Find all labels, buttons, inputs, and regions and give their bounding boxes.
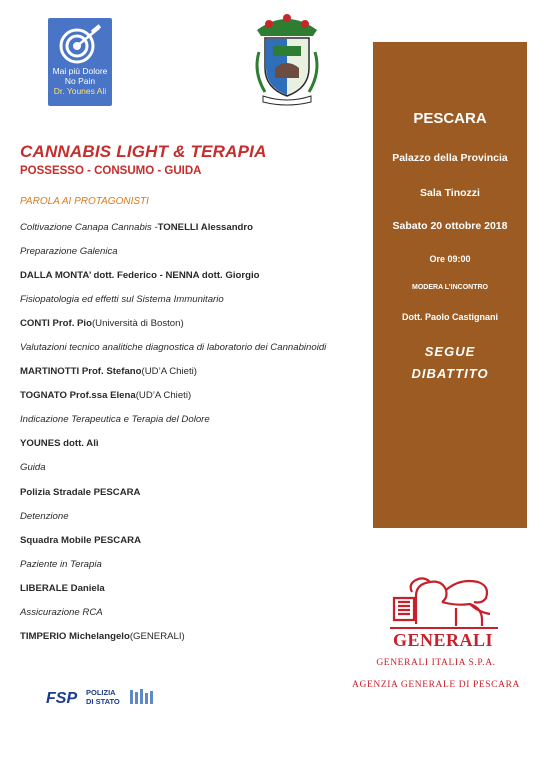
event-time: Ore 09:00 (429, 254, 471, 264)
topic: Coltivazione Canapa Cannabis - (20, 221, 158, 233)
event-date: Sabato 20 ottobre 2018 (392, 220, 508, 232)
program-row (20, 287, 360, 311)
logo-line-1: Mai più Dolore (52, 66, 108, 76)
program-row (20, 601, 360, 625)
generali-company: GENERALI ITALIA S.P.A. (376, 658, 496, 668)
affiliation: (GENERALI) (129, 631, 185, 643)
speaker: LIBERALE Daniela (20, 582, 105, 594)
follow-line-2: DIBATTITO (411, 366, 489, 381)
speaker: TIMPERIO Michelangelo (20, 631, 130, 643)
topic: Indicazione Terapeutica e Terapia del Dolore (20, 414, 210, 426)
topic: Guida (20, 462, 46, 474)
topic: Fisiopatologia ed effetti sul Sistema Immunitario (20, 293, 224, 305)
fsp-text-2: DI STATO (86, 697, 120, 706)
affiliation: (UD’A Chieti) (141, 366, 197, 378)
program-row (20, 456, 360, 480)
coat-of-arms-icon (251, 12, 323, 108)
target-icon (57, 24, 103, 64)
follow-line-1: SEGUE (424, 344, 476, 359)
program-row (20, 384, 360, 408)
program-row (20, 528, 360, 552)
moderator-name: Dott. Paolo Castignani (401, 312, 498, 322)
event-room: Sala Tinozzi (420, 187, 480, 199)
speaker: TOGNATO Prof.ssa Elena (20, 390, 136, 402)
program-row (20, 480, 360, 504)
speaker: CONTI Prof. Pio (20, 317, 92, 329)
speaker: Squadra Mobile PESCARA (20, 534, 142, 546)
program-row (20, 408, 360, 432)
speaker: Polizia Stradale PESCARA (20, 486, 141, 498)
program-row (20, 335, 360, 359)
event-title: CANNABIS LIGHT & TERAPIA (20, 142, 267, 161)
program-row (20, 215, 360, 239)
program-row (20, 576, 360, 600)
program-row (20, 625, 360, 649)
speaker: TONELLI Alessandro (157, 221, 254, 233)
event-venue: Palazzo della Provincia (392, 152, 508, 164)
event-city: PESCARA (413, 110, 487, 127)
event-subtitle: POSSESSO - CONSUMO - GUIDA (20, 165, 202, 177)
topic: Paziente in Terapia (20, 558, 102, 570)
program-row (20, 552, 360, 576)
logo-line-2: No Pain (64, 76, 96, 86)
moderator-label: MODERA L’INCONTRO (412, 284, 488, 291)
program-row (20, 504, 360, 528)
topic: Preparazione Galenica (20, 245, 118, 257)
topic: Valutazioni tecnico analitiche diagnostica di laboratorio dei Cannabinoidi (20, 342, 327, 354)
speaker: DALLA MONTA’ dott. Federico - NENNA dott. Giorgio (20, 269, 260, 281)
generali-agency: AGENZIA GENERALE DI PESCARA (352, 680, 520, 690)
program-row (20, 360, 360, 384)
speaker: MARTINOTTI Prof. Stefano (20, 366, 142, 378)
generali-lion-icon (386, 574, 506, 632)
program-list (20, 215, 360, 649)
logo-line-3: Dr. Younes Ali (53, 86, 107, 96)
fsp-polizia-logo (46, 686, 166, 708)
topic: Assicurazione RCA (20, 607, 103, 619)
event-info-panel (373, 42, 527, 528)
fsp-text-1: POLIZIA (86, 688, 116, 697)
program-row (20, 311, 360, 335)
no-pain-logo (48, 18, 112, 106)
program-row (20, 239, 360, 263)
section-heading: PAROLA AI PROTAGONISTI (20, 196, 149, 207)
speaker: YOUNES dott. Alì (20, 438, 99, 450)
affiliation: (Università di Boston) (91, 317, 184, 329)
affiliation: (UD’A Chieti) (135, 390, 192, 402)
fsp-acronym: FSP (46, 690, 78, 707)
topic: Detenzione (20, 510, 69, 522)
program-row (20, 263, 360, 287)
program-row (20, 432, 360, 456)
generali-name: GENERALI (392, 630, 494, 650)
